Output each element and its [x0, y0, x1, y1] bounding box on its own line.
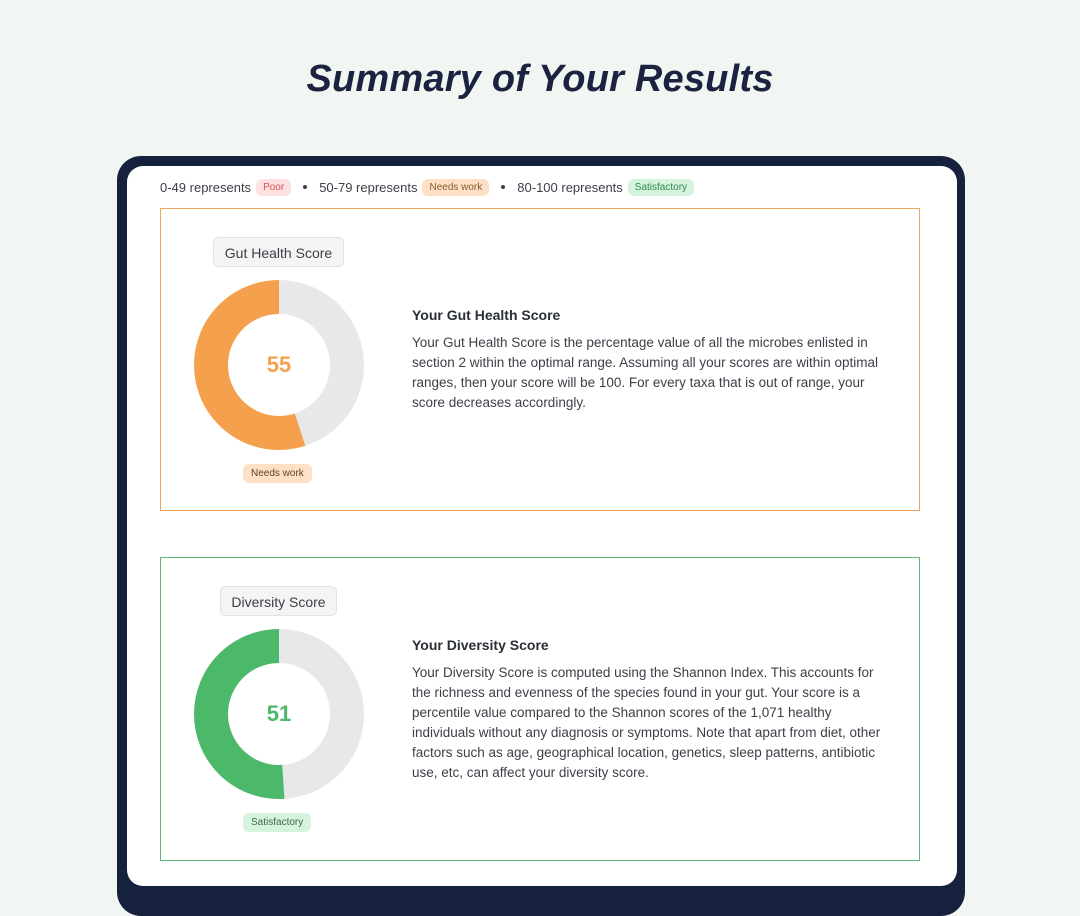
legend-separator: [303, 185, 307, 189]
results-screen: [127, 166, 957, 886]
legend-needs-range: 50-79 represents: [319, 179, 418, 195]
gut-health-card: [160, 208, 920, 511]
gut-health-heading: Your Gut Health Score: [412, 307, 561, 323]
gut-health-status-badge: Needs work: [243, 464, 312, 483]
score-legend: [160, 178, 694, 196]
needs-work-badge: Needs work: [422, 179, 489, 196]
page-title: Summary of Your Results: [306, 58, 774, 100]
satisfactory-badge: Satisfactory: [628, 179, 694, 196]
gut-health-score-value: 55: [266, 352, 292, 377]
diversity-score-value: 51: [266, 701, 292, 726]
diversity-body: Your Diversity Score is computed using the Shannon Index. This accounts for the richness and evenness of the species found in your gut. Your score is a percentile value compared to the Shannon scores of the 1,071 healthy individuals without any diagnosis or symptoms. Note that apart from diet, other factors such as age, geographical location, genetics, sleep patterns, antibiotic use, etc, can affect your diversity score.: [412, 665, 881, 780]
legend-poor-range: 0-49 represents: [160, 179, 252, 195]
diversity-status-badge: Satisfactory: [243, 813, 311, 832]
legend-separator: [501, 185, 505, 189]
diversity-description: [412, 637, 882, 783]
diversity-score-label: Diversity Score: [220, 586, 337, 616]
diversity-card: [160, 557, 920, 861]
gut-health-body: Your Gut Health Score is the percentage value of all the microbes enlisted in section 2 within the optimal range. Assuming all your scores are within optimal ranges, then your score will be 100. For every taxa that is out of range, your score decreases accordingly.: [412, 335, 878, 410]
gut-health-description: [412, 307, 882, 413]
diversity-heading: Your Diversity Score: [412, 637, 549, 653]
gut-health-score-label: Gut Health Score: [213, 237, 344, 267]
poor-badge: Poor: [256, 179, 291, 196]
legend-satisfactory-range: 80-100 represents: [517, 179, 623, 195]
